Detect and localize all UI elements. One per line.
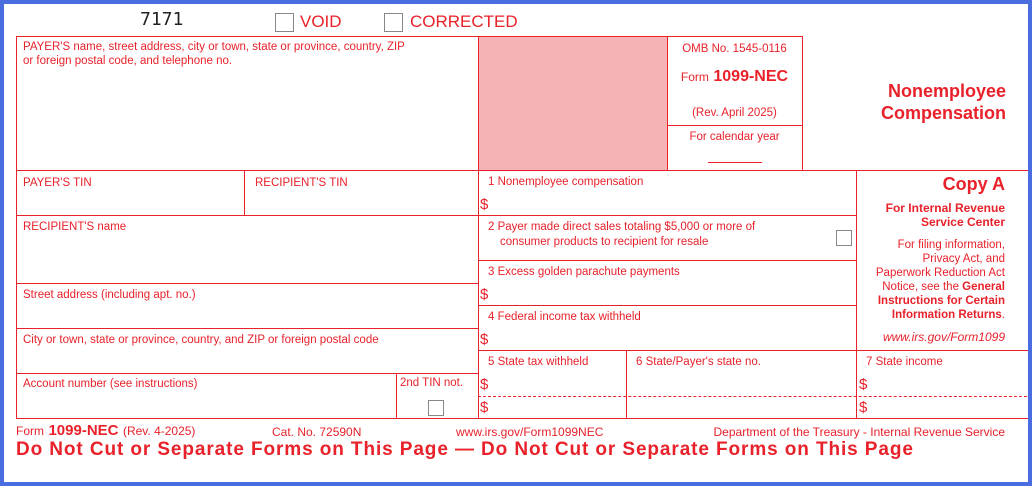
- calendar-year-line: [708, 162, 762, 163]
- box1-dollar: $: [480, 196, 489, 213]
- divider-line: [856, 170, 857, 418]
- box7-label: 7 State income: [866, 356, 943, 368]
- form-name: 1099-NEC: [713, 68, 789, 85]
- copy-info-line6-bold: Information Returns: [891, 309, 1002, 321]
- copy-info-line4-text: Notice, see the: [882, 281, 959, 293]
- form-top-border: [16, 36, 802, 37]
- copy-info-line2: Privacy Act, and: [922, 253, 1005, 265]
- form-1099-nec-page: [4, 4, 1028, 482]
- box7-dollar-1: $: [859, 376, 868, 393]
- divider-line: [478, 350, 1028, 351]
- divider-line: [16, 328, 478, 329]
- form-title-line2: Compensation: [880, 103, 1006, 123]
- divider-line: [396, 373, 397, 418]
- copy-for-line1: For Internal Revenue: [885, 201, 1005, 215]
- footer-warning: Do Not Cut or Separate Forms on This Page — Do Not Cut or Separate Forms on This Page: [16, 439, 914, 460]
- box6-label: 6 State/Payer's state no.: [636, 356, 761, 368]
- omb-form-title: [667, 68, 802, 86]
- copy-info-line4-bold: General: [962, 281, 1005, 293]
- copy-info-line1: For filing information,: [897, 239, 1005, 251]
- form-control-number: 7171: [140, 9, 184, 30]
- divider-line: [244, 170, 245, 215]
- box1-label: 1 Nonemployee compensation: [488, 176, 644, 188]
- void-checkbox[interactable]: [275, 13, 294, 32]
- omb-revision: (Rev. April 2025): [692, 107, 777, 119]
- copy-info-line6-end: .: [1001, 309, 1005, 321]
- payer-label-line2: or foreign postal code, and telephone no.: [23, 55, 233, 67]
- copy-info-line4: [882, 280, 1005, 294]
- form-prefix: Form: [680, 70, 709, 84]
- omb-number: OMB No. 1545-0116: [682, 43, 787, 55]
- recipient-name-label: RECIPIENT'S name: [23, 221, 127, 233]
- copy-url: www.irs.gov/Form1099: [882, 330, 1005, 344]
- void-label: VOID: [300, 12, 342, 31]
- divider-line: [626, 350, 627, 418]
- box7-dollar-2: $: [859, 399, 868, 416]
- divider-line: [16, 283, 478, 284]
- box2-checkbox[interactable]: [836, 230, 852, 246]
- second-tin-checkbox[interactable]: [428, 400, 444, 416]
- divider-line: [478, 305, 856, 306]
- copy-info-line3: Paperwork Reduction Act: [875, 267, 1005, 279]
- account-number-label: Account number (see instructions): [23, 378, 198, 390]
- second-tin-label: 2nd TIN not.: [400, 377, 464, 389]
- copy-a-title: Copy A: [942, 174, 1005, 194]
- box2-label-line1: 2 Payer made direct sales totaling $5,000 or more of: [488, 221, 756, 233]
- payer-tin-label: PAYER'S TIN: [23, 177, 92, 189]
- box3-dollar: $: [480, 286, 489, 303]
- city-label: City or town, state or province, country, and ZIP or foreign postal code: [23, 334, 379, 346]
- payer-label-line1: PAYER'S name, street address, city or town, state or province, country, ZIP: [23, 41, 405, 53]
- box4-label: 4 Federal income tax withheld: [488, 311, 641, 323]
- shaded-box: [478, 36, 667, 170]
- footer-revision: (Rev. 4-2025): [122, 424, 196, 438]
- copy-info-line5: Instructions for Certain: [877, 295, 1005, 307]
- box5-dollar-2: $: [480, 399, 489, 416]
- recipient-tin-label: RECIPIENT'S TIN: [255, 177, 348, 189]
- divider-line: [478, 260, 856, 261]
- corrected-checkbox[interactable]: [384, 13, 403, 32]
- box2-label-line2: consumer products to recipient for resale: [500, 236, 709, 248]
- copy-info-line6: [892, 308, 1005, 322]
- box4-dollar: $: [480, 331, 489, 348]
- divider-line: [667, 36, 668, 170]
- divider-line: [802, 36, 803, 170]
- footer-form-name: 1099-NEC: [48, 422, 119, 439]
- copy-for-line2: Service Center: [920, 215, 1005, 229]
- form-title-line1: Nonemployee: [887, 81, 1006, 101]
- box5-label: 5 State tax withheld: [488, 356, 589, 368]
- footer-url: www.irs.gov/Form1099NEC: [456, 425, 604, 439]
- footer-department: Department of the Treasury - Internal Revenue Service: [713, 425, 1005, 439]
- divider-line: [667, 125, 802, 126]
- calendar-year-label: For calendar year: [689, 131, 780, 143]
- divider-line: [16, 215, 856, 216]
- box3-label: 3 Excess golden parachute payments: [488, 266, 680, 278]
- dashed-divider: [478, 396, 1028, 397]
- street-address-label: Street address (including apt. no.): [23, 289, 196, 301]
- form-bottom-border: [16, 418, 1028, 419]
- divider-line: [478, 36, 479, 418]
- form-left-border: [16, 36, 17, 418]
- footer-cat-number: Cat. No. 72590N: [272, 425, 362, 439]
- box5-dollar-1: $: [480, 376, 489, 393]
- divider-line: [16, 170, 1028, 171]
- divider-line: [16, 373, 478, 374]
- footer-form-prefix: Form: [16, 424, 44, 438]
- corrected-label: CORRECTED: [410, 12, 518, 31]
